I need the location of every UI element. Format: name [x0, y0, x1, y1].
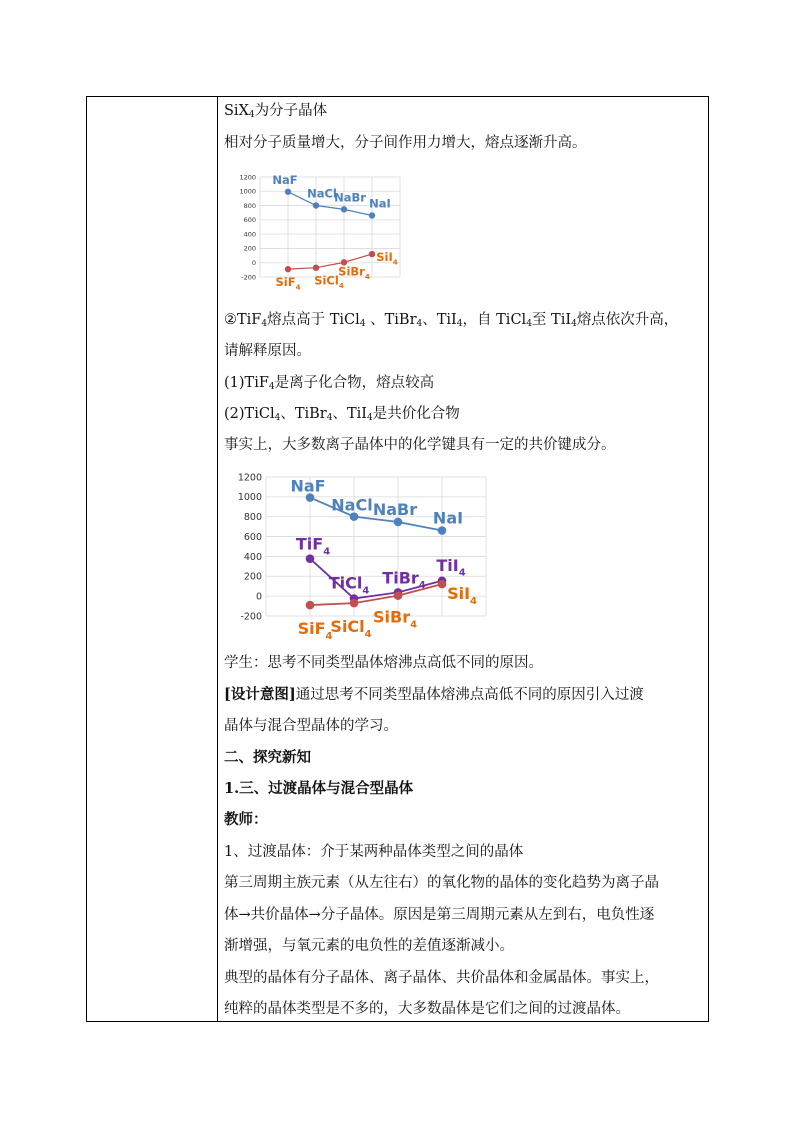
data-point	[350, 599, 359, 608]
text-line-16: 体→共价晶体→分子晶体。原因是第三周期元素从左到右，电负性逐	[224, 907, 655, 923]
point-label: NaI	[432, 508, 464, 528]
melting-point-chart-2	[224, 471, 492, 642]
y-tick-label: 1200	[237, 472, 262, 484]
point-label: SiBr$_4$	[338, 264, 370, 281]
data-point	[394, 591, 403, 600]
point-label: NaBr	[372, 499, 418, 519]
data-point	[285, 266, 291, 272]
y-tick-label: -200	[240, 611, 262, 623]
y-tick-label: 200	[243, 244, 256, 253]
data-point	[306, 554, 315, 563]
text-line-7: 事实上，大多数离子晶体中的化学键具有一定的共价键成分。	[224, 437, 616, 453]
point-label: TiF$_4$	[295, 534, 331, 558]
text-line-9: [设计意图]通过思考不同类型晶体熔沸点高低不同的原因引入过渡	[224, 686, 644, 703]
point-label: NaCl	[331, 495, 373, 515]
y-tick-label: 400	[243, 230, 256, 239]
y-tick-label: -200	[241, 273, 256, 282]
y-tick-label: 1000	[237, 492, 262, 504]
text-line-18: 典型的晶体有分子晶体、离子晶体、共价晶体和金属晶体。事实上，	[224, 970, 659, 986]
point-label: NaBr	[334, 190, 366, 205]
data-point	[313, 202, 319, 208]
text-line-3: ②TiF$_4$熔点高于 TiCl$_4$ 、TiBr$_4$、TiI$_4$，自 TiCl$_4$至 TiI$_4$熔点依次升高，	[224, 312, 679, 329]
text-line-1: SiX$_4$为分子晶体	[224, 103, 328, 120]
point-label: SiI$_4$	[376, 250, 398, 267]
y-tick-label: 0	[255, 591, 262, 603]
text-line-15: 第三周期主族元素（从左往右）的氧化物的晶体的变化趋势为离子晶	[224, 875, 659, 891]
y-tick-label: 600	[243, 216, 256, 225]
text-line-14: 1、过渡晶体：介于某两种晶体类型之间的晶体	[224, 844, 524, 860]
teacher-label: 教师：	[224, 811, 268, 828]
y-tick-label: 400	[243, 551, 262, 563]
text-line-5: (1)TiF$_4$是离子化合物，熔点较高	[224, 375, 435, 392]
y-tick-label: 600	[243, 531, 262, 543]
text-line-2: 相对分子质量增大，分子间作用力增大，熔点逐渐升高。	[224, 135, 587, 151]
point-label: SiCl$_4$	[314, 273, 344, 291]
data-point	[369, 212, 375, 218]
y-tick-label: 1200	[239, 173, 256, 182]
data-point	[306, 601, 315, 610]
text-line-6: (2)TiCl$_4$、TiBr$_4$、TiI$_4$是共价化合物	[224, 406, 460, 423]
subsection-heading: 1.三、过渡晶体与混合型晶体	[224, 780, 414, 797]
point-label: SiI$_4$	[447, 584, 477, 607]
content-cell	[218, 97, 708, 1021]
design-intent-label: [设计意图]	[224, 686, 296, 703]
point-label: NaCl	[307, 186, 337, 201]
y-tick-label: 800	[243, 201, 256, 210]
y-tick-label: 1000	[239, 187, 256, 196]
y-tick-label: 200	[243, 571, 262, 583]
text-line-8: 学生：思考不同类型晶体熔沸点高低不同的原因。	[224, 655, 543, 671]
melting-point-chart-1	[224, 173, 420, 293]
data-point	[313, 265, 319, 271]
point-label: NaF	[290, 476, 326, 496]
lesson-table	[86, 96, 709, 1022]
text-line-10: 晶体与混合型晶体的学习。	[224, 718, 398, 734]
data-point	[438, 580, 447, 589]
text-line-19: 纯粹的晶体类型是不多的，大多数晶体是它们之间的过渡晶体。	[224, 1001, 630, 1017]
point-label: NaF	[272, 172, 298, 187]
point-label: TiI$_4$	[436, 555, 466, 579]
point-label: SiF$_4$	[275, 275, 301, 292]
point-label: TiBr$_4$	[382, 568, 426, 592]
section-heading: 二、探究新知	[224, 749, 311, 766]
point-label: SiF$_4$	[297, 619, 333, 642]
point-label: TiCl$_4$	[328, 573, 370, 597]
point-label: SiBr$_4$	[373, 607, 417, 631]
point-label: SiCl$_4$	[330, 617, 372, 640]
left-column-cell	[87, 97, 218, 1021]
point-label: NaI	[369, 196, 391, 211]
data-point	[341, 206, 347, 212]
y-tick-label: 800	[243, 512, 262, 524]
data-point	[285, 189, 291, 195]
data-point	[369, 251, 375, 257]
text-line-4: 请解释原因。	[224, 343, 311, 359]
text-line-17: 渐增强，与氧元素的电负性的差值逐渐减小。	[224, 938, 514, 954]
y-tick-label: 0	[251, 258, 256, 267]
